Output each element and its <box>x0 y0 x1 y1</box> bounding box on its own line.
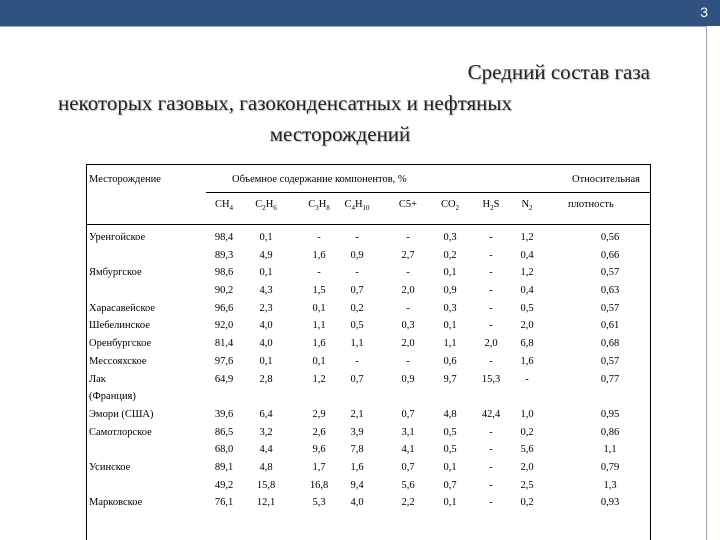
table-cell: 0,1 <box>443 461 457 473</box>
header-bottom-border <box>86 224 650 225</box>
table-top-border <box>86 164 650 165</box>
table-cell: 39,6 <box>214 408 234 420</box>
table-cell: 1,1 <box>603 444 617 456</box>
table-cell: 92,0 <box>214 320 234 332</box>
table-cell: 2,0 <box>520 461 534 473</box>
table-cell: 4,3 <box>259 285 273 297</box>
table-cell: - <box>489 267 493 279</box>
table-cell: 0,1 <box>312 302 326 314</box>
table-cell: 2,7 <box>401 249 415 261</box>
table-cell: 0,4 <box>520 249 534 261</box>
table-cell: 2,9 <box>312 408 326 420</box>
header-divider <box>206 192 650 193</box>
table-row <box>86 265 650 283</box>
table-cell: 1,1 <box>312 320 326 332</box>
table-cell: 2,5 <box>520 479 534 491</box>
table-cell: 0,79 <box>600 461 620 473</box>
table-cell: 0,2 <box>443 249 457 261</box>
table-row <box>86 230 650 248</box>
table-cell: - <box>355 267 359 279</box>
table-cell: 0,6 <box>443 355 457 367</box>
table-row <box>86 354 650 372</box>
table-cell: 1,3 <box>603 479 617 491</box>
table-cell: 0,57 <box>600 267 620 279</box>
column-header-0: $CH_4$ <box>214 199 234 213</box>
column-header-6: $H_2S$ <box>482 199 500 213</box>
table-row <box>86 372 650 390</box>
table-cell: 4,9 <box>259 249 273 261</box>
table-cell: 97,6 <box>214 355 234 367</box>
table-cell: 0,2 <box>350 302 364 314</box>
table-row <box>86 283 650 301</box>
table-cell: 0,9 <box>401 373 415 385</box>
page-number: 3 <box>700 4 708 20</box>
table-cell: 0,7 <box>350 373 364 385</box>
table-cell: - <box>317 232 321 243</box>
table-cell: 0,9 <box>350 249 364 261</box>
table-cell: 1,2 <box>312 373 326 385</box>
table-cell: 5,6 <box>520 444 534 456</box>
table-cell: - <box>489 497 493 509</box>
deposit-name: Самотлорское <box>89 426 152 438</box>
table-cell: 0,57 <box>600 355 620 367</box>
header-deposit: Месторождение <box>89 174 161 185</box>
table-cell: 0,1 <box>312 355 326 367</box>
table-row <box>86 442 650 460</box>
table-cell: 1,6 <box>312 249 326 261</box>
deposit-name: Уренгойское <box>89 232 146 243</box>
table-cell: 3,9 <box>350 426 364 438</box>
table-cell: - <box>406 267 410 279</box>
table-row <box>86 407 650 425</box>
table-cell: - <box>489 320 493 332</box>
table-cell: 3,1 <box>401 426 415 438</box>
table-cell: 9,7 <box>443 373 457 385</box>
table-cell: 2,0 <box>484 338 498 350</box>
table-row <box>86 495 650 513</box>
table-cell: 2,0 <box>520 320 534 332</box>
table-cell: - <box>489 426 493 438</box>
column-header-1: $C_2H_6$ <box>255 199 277 213</box>
table-cell: 0,1 <box>443 320 457 332</box>
table-cell: 89,3 <box>214 249 234 261</box>
table-cell: 2,0 <box>401 338 415 350</box>
table-cell: 98,6 <box>214 267 234 279</box>
table-cell: 0,2 <box>520 497 534 509</box>
table-cell: 0,3 <box>443 232 457 243</box>
table-cell: - <box>355 232 359 243</box>
table-cell: 15,8 <box>256 479 276 491</box>
table-cell: - <box>489 444 493 456</box>
table-cell: 2,6 <box>312 426 326 438</box>
table-cell: 81,4 <box>214 338 234 350</box>
table-cell: 0,7 <box>401 461 415 473</box>
table-cell: 3,2 <box>259 426 273 438</box>
table-cell: - <box>489 232 493 243</box>
table-cell: - <box>489 302 493 314</box>
slide-title <box>40 57 680 150</box>
deposit-name: Оренбургское <box>89 338 152 350</box>
table-cell: 0,4 <box>520 285 534 297</box>
table-cell: 96,6 <box>214 302 234 314</box>
header-volume-content: Объемное содержание компонентов, % <box>232 174 407 185</box>
header-density: плотность <box>568 199 614 210</box>
column-header-3: $C_4H_{10}$ <box>344 199 370 213</box>
table-cell: 9,4 <box>350 479 364 491</box>
table-row <box>86 301 650 319</box>
table-cell: 68,0 <box>214 444 234 456</box>
column-header-2: $C_3H_8$ <box>308 199 330 213</box>
table-cell: 0,5 <box>443 444 457 456</box>
table-cell: 5,6 <box>401 479 415 491</box>
table-cell: - <box>489 249 493 261</box>
table-row <box>86 425 650 443</box>
table-cell: 4,1 <box>401 444 415 456</box>
table-cell: 64,9 <box>214 373 234 385</box>
table-cell: 2,1 <box>350 408 364 420</box>
table-cell: 4,0 <box>259 338 273 350</box>
deposit-name: Мессояхское <box>89 355 147 367</box>
deposit-name: Эмори (США) <box>89 408 154 420</box>
table-cell: 0,3 <box>443 302 457 314</box>
table-cell: 0,86 <box>600 426 620 438</box>
table-cell: 15,3 <box>481 373 501 385</box>
column-header-7: $N_2$ <box>521 199 533 213</box>
table-cell: - <box>406 302 410 314</box>
table-cell: 0,68 <box>600 338 620 350</box>
title-line-1: Средний состав газа <box>467 60 650 84</box>
table-cell: 1,6 <box>520 355 534 367</box>
deposit-name: Шебелинское <box>89 320 150 332</box>
table-cell: 0,5 <box>520 302 534 314</box>
table-cell: 1,6 <box>312 338 326 350</box>
table-cell: - <box>406 355 410 367</box>
table-cell: 6,8 <box>520 338 534 350</box>
table-cell: 9,6 <box>312 444 326 456</box>
table-cell: - <box>489 461 493 473</box>
table-cell: 0,56 <box>600 232 620 243</box>
table-cell: 49,2 <box>214 479 234 491</box>
table-cell: 1,1 <box>443 338 457 350</box>
gas-composition-table <box>86 164 650 540</box>
table-row <box>86 460 650 478</box>
table-body <box>86 230 650 513</box>
table-cell: 1,6 <box>350 461 364 473</box>
table-cell: 0,95 <box>600 408 620 420</box>
table-cell: 0,5 <box>350 320 364 332</box>
table-cell: 7,8 <box>350 444 364 456</box>
table-cell: 0,66 <box>600 249 620 261</box>
table-cell: 1,7 <box>312 461 326 473</box>
table-cell: 4,8 <box>443 408 457 420</box>
table-cell: 90,2 <box>214 285 234 297</box>
column-header-5: $CO_2$ <box>440 199 460 213</box>
table-cell: 4,0 <box>350 497 364 509</box>
table-cell: 2,0 <box>401 285 415 297</box>
table-cell: 0,7 <box>350 285 364 297</box>
table-cell: - <box>317 267 321 279</box>
table-cell: 4,0 <box>259 320 273 332</box>
table-cell: 76,1 <box>214 497 234 509</box>
deposit-name: (Франция) <box>89 391 136 403</box>
table-cell: 0,1 <box>443 267 457 279</box>
table-cell: 0,7 <box>401 408 415 420</box>
table-cell: 2,2 <box>401 497 415 509</box>
table-cell: 6,4 <box>259 408 273 420</box>
table-row <box>86 248 650 266</box>
table-cell: 98,4 <box>214 232 234 243</box>
table-cell: 2,3 <box>259 302 273 314</box>
table-cell: 86,5 <box>214 426 234 438</box>
header-rule <box>0 26 706 27</box>
table-cell: 0,1 <box>259 267 273 279</box>
table-cell: 5,3 <box>312 497 326 509</box>
table-cell: 0,61 <box>600 320 620 332</box>
table-row <box>86 336 650 354</box>
right-margin-rule <box>706 26 707 540</box>
table-cell: - <box>406 232 410 243</box>
table-cell: 4,8 <box>259 461 273 473</box>
title-line-3: месторождений <box>269 122 411 146</box>
header-relative: Относительная <box>572 174 640 185</box>
table-cell: 0,93 <box>600 497 620 509</box>
table-cell: - <box>525 373 529 385</box>
deposit-name: Ямбургское <box>89 267 142 279</box>
slide-header-bar <box>0 0 720 26</box>
table-cell: 0,7 <box>443 479 457 491</box>
table-cell: - <box>355 355 359 367</box>
table-right-border <box>650 164 651 540</box>
table-cell: 2,8 <box>259 373 273 385</box>
table-cell: 16,8 <box>309 479 329 491</box>
deposit-name: Харасавейское <box>89 302 156 314</box>
table-row <box>86 389 650 407</box>
table-cell: 1,2 <box>520 267 534 279</box>
table-cell: - <box>489 355 493 367</box>
table-row <box>86 478 650 496</box>
table-cell: 89,1 <box>214 461 234 473</box>
table-cell: 1,5 <box>312 285 326 297</box>
table-cell: 1,2 <box>520 232 534 243</box>
deposit-name: Лак <box>89 373 106 385</box>
table-cell: 1,0 <box>520 408 534 420</box>
deposit-name: Марковское <box>89 497 143 509</box>
table-cell: - <box>489 285 493 297</box>
table-cell: - <box>489 479 493 491</box>
table-cell: 0,63 <box>600 285 620 297</box>
table-cell: 0,1 <box>259 355 273 367</box>
deposit-name: Усинское <box>89 461 131 473</box>
column-header-4: C5+ <box>398 199 418 210</box>
title-line-2: некоторых газовых, газоконденсатных и нефтяных <box>58 91 512 115</box>
table-cell: 0,2 <box>520 426 534 438</box>
table-row <box>86 318 650 336</box>
table-cell: 0,77 <box>600 373 620 385</box>
table-cell: 1,1 <box>350 338 364 350</box>
table-cell: 0,9 <box>443 285 457 297</box>
table-cell: 12,1 <box>256 497 276 509</box>
table-cell: 0,1 <box>259 232 273 243</box>
table-cell: 0,1 <box>443 497 457 509</box>
table-cell: 0,57 <box>600 302 620 314</box>
table-cell: 0,3 <box>401 320 415 332</box>
table-cell: 0,5 <box>443 426 457 438</box>
table-cell: 4,4 <box>259 444 273 456</box>
table-cell: 42,4 <box>481 408 501 420</box>
